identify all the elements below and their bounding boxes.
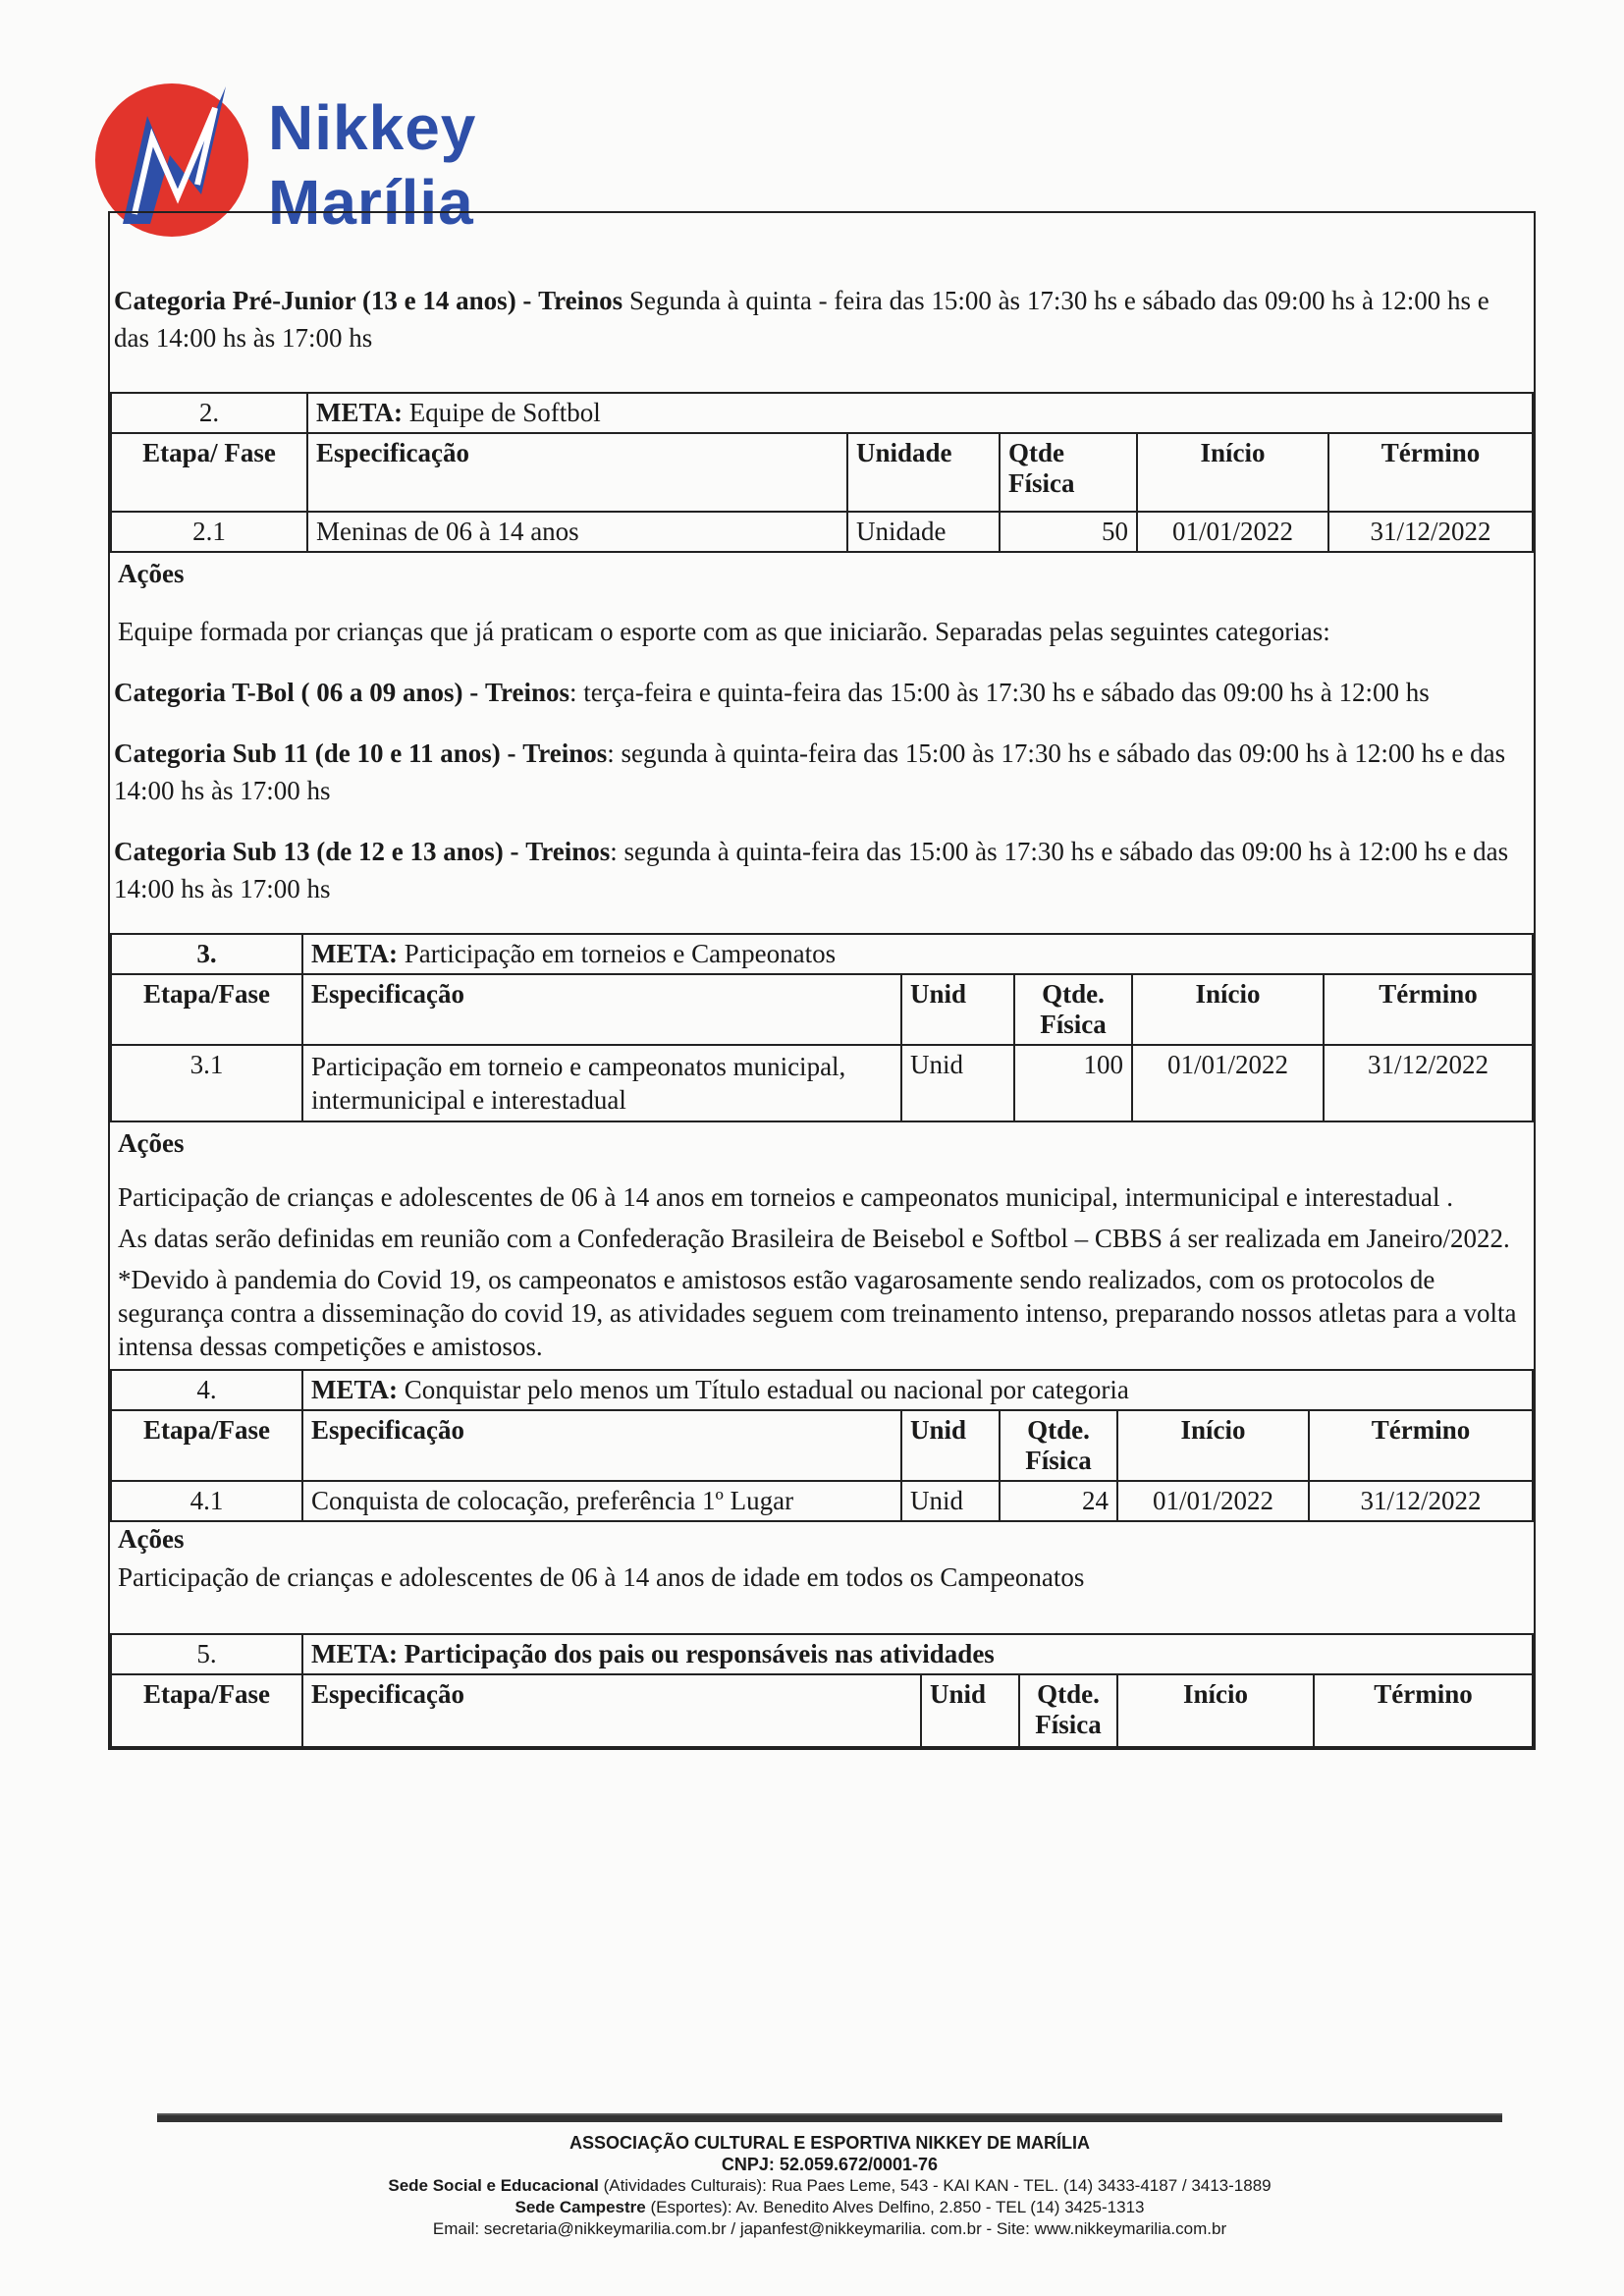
category-text: : segunda à quinta-feira das 15:00 às 17:30 hs e sábado das 09:00 hs à 12:00 hs e das 14:00 hs às 17:00 hs [114, 738, 1506, 805]
meta2-category-sub13 [110, 833, 1534, 907]
table-row [111, 1481, 1533, 1521]
category-text: : terça-feira e quinta-feira das 15:00 às 17:30 hs e sábado das 09:00 hs à 12:00 hs [569, 678, 1430, 707]
meta2-header-qtde: Qtde Física [1000, 433, 1137, 512]
meta2-number: 2. [111, 393, 307, 433]
intro-category-text: Segunda à quinta - feira das 15:00 às 17:30 hs e sábado das 09:00 hs à 12:00 hs e das 14:00 hs às 17:00 hs [114, 286, 1489, 353]
meta5-header-qtde: Qtde. Física [1019, 1674, 1117, 1747]
meta4-header-qtde: Qtde. Física [1000, 1410, 1117, 1481]
meta2-label: META: [316, 398, 403, 427]
meta2-row-termino: 31/12/2022 [1328, 512, 1533, 552]
document-frame [108, 211, 1536, 1750]
logo-line2: Marília [268, 167, 474, 238]
meta4-row-qtde: 24 [1000, 1481, 1117, 1521]
meta4-header-inicio: Início [1117, 1410, 1309, 1481]
intro-category-paragraph [110, 282, 1534, 356]
footer-sede-campestre-label: Sede Campestre [514, 2198, 646, 2216]
meta4-row-inicio: 01/01/2022 [1117, 1481, 1309, 1521]
meta2-header-etapa: Etapa/ Fase [111, 433, 307, 512]
category-treinos-label: Treinos [522, 738, 608, 768]
meta4-number: 4. [111, 1370, 302, 1410]
meta3-acoes-p1: Participação de crianças e adolescentes de 06 à 14 anos em torneios e campeonatos municipal, intermunicipal e interestadual . [118, 1182, 1453, 1212]
footer-sede-campestre-text: (Esportes): Av. Benedito Alves Delfino, 2.850 - TEL (14) 3425-1313 [645, 2198, 1145, 2216]
meta2-header-termino: Término [1328, 433, 1533, 512]
meta5-header-termino: Término [1314, 1674, 1533, 1747]
meta5-header-espec: Especificação [302, 1674, 921, 1747]
footer-sede-social [157, 2175, 1502, 2197]
meta5-header-unid: Unid [921, 1674, 1019, 1747]
meta4-row-etapa: 4.1 [111, 1481, 302, 1521]
table-row [111, 512, 1533, 552]
meta4-header-etapa: Etapa/Fase [111, 1410, 302, 1481]
letterhead-footer [157, 2113, 1502, 2240]
meta5-header-inicio: Início [1117, 1674, 1314, 1747]
meta3-label: META: [311, 939, 398, 968]
footer-rule [157, 2113, 1502, 2122]
meta3-row-termino: 31/12/2022 [1324, 1045, 1533, 1121]
meta3-acoes-p3: *Devido à pandemia do Covid 19, os campeonatos e amistosos estão vagarosamente sendo realizados, com os protocolos de segurança contra a disseminação do covid 19, as atividades seguem com treinamento intenso, preparando nossos atletas para a volta intensa dessas competições e amistosos. [118, 1265, 1517, 1361]
category-treinos-label: Treinos [525, 837, 611, 866]
category-title: Categoria Sub 11 (de 10 e 11 anos) - [114, 738, 516, 768]
meta3-title: Participação em torneios e Campeonatos [398, 939, 837, 968]
meta2-header-unid: Unidade [847, 433, 1000, 512]
meta2-row-espec: Meninas de 06 à 14 anos [307, 512, 847, 552]
meta2-table [110, 392, 1534, 553]
meta3-row-etapa: 3.1 [111, 1045, 302, 1121]
meta3-header-etapa: Etapa/Fase [111, 974, 302, 1045]
footer-sede-campestre [157, 2197, 1502, 2218]
category-title: Categoria Sub 13 (de 12 e 13 anos) - [114, 837, 519, 866]
meta5-header-etapa: Etapa/Fase [111, 1674, 302, 1747]
meta5-table [110, 1633, 1534, 1748]
meta2-category-tbol [110, 674, 1534, 711]
logo-line1: Nikkey [268, 92, 477, 163]
meta2-acoes-text: Equipe formada por crianças que já praticam o esporte com as que iniciarão. Separadas pelas seguintes categorias: [118, 617, 1330, 646]
meta2-title: Equipe de Softbol [403, 398, 601, 427]
meta2-category-sub11 [110, 735, 1534, 809]
meta3-header-termino: Término [1324, 974, 1533, 1045]
meta4-table [110, 1369, 1534, 1522]
meta3-header-unid: Unid [901, 974, 1014, 1045]
intro-treinos-label: Treinos [538, 286, 623, 315]
footer-sede-social-label: Sede Social e Educacional [388, 2176, 599, 2195]
meta3-row-qtde: 100 [1014, 1045, 1132, 1121]
meta3-acoes-p2: As datas serão definidas em reunião com a Confederação Brasileira de Beisebol e Softbol – CBBS á ser realizada em Janeiro/2022. [118, 1224, 1510, 1253]
meta4-row-termino: 31/12/2022 [1309, 1481, 1533, 1521]
meta4-label: META: [311, 1375, 398, 1404]
table-row [111, 1045, 1533, 1121]
category-treinos-label: Treinos [485, 678, 570, 707]
meta2-row-unid: Unidade [847, 512, 1000, 552]
category-title: Categoria T-Bol ( 06 a 09 anos) - [114, 678, 479, 707]
meta3-header-qtde: Qtde. Física [1014, 974, 1132, 1045]
meta4-acoes-heading: Ações [118, 1524, 185, 1554]
footer-contacts: Email: secretaria@nikkeymarilia.com.br / japanfest@nikkeymarilia. com.br - Site: www.nikkeymarilia.com.br [432, 2219, 1227, 2238]
meta2-acoes-heading: Ações [118, 559, 185, 588]
meta3-row-inicio: 01/01/2022 [1132, 1045, 1324, 1121]
meta3-header-inicio: Início [1132, 974, 1324, 1045]
meta2-header-espec: Especificação [307, 433, 847, 512]
meta4-acoes-text: Participação de crianças e adolescentes de 06 à 14 anos de idade em todos os Campeonatos [118, 1562, 1085, 1592]
meta2-row-inicio: 01/01/2022 [1137, 512, 1328, 552]
meta2-row-qtde: 50 [1000, 512, 1137, 552]
meta4-row-unid: Unid [901, 1481, 1000, 1521]
meta4-header-unid: Unid [901, 1410, 1000, 1481]
meta5-number: 5. [111, 1634, 302, 1674]
meta5-title: META: Participação dos pais ou responsáveis nas atividades [302, 1634, 1533, 1674]
meta2-header-inicio: Início [1137, 433, 1328, 512]
meta2-row-etapa: 2.1 [111, 512, 307, 552]
footer-sede-social-text: (Atividades Culturais): Rua Paes Leme, 543 - KAI KAN - TEL. (14) 3433-4187 / 3413-1889 [598, 2176, 1272, 2195]
footer-cnpj: CNPJ: 52.059.672/0001-76 [721, 2155, 939, 2174]
meta3-table [110, 933, 1534, 1122]
meta4-header-espec: Especificação [302, 1410, 901, 1481]
meta3-row-espec: Participação em torneio e campeonatos municipal, intermunicipal e interestadual [302, 1045, 901, 1121]
category-text: : segunda à quinta-feira das 15:00 às 17:30 hs e sábado das 09:00 hs à 12:00 hs e das 14:00 hs às 17:00 hs [114, 837, 1509, 903]
meta4-row-espec: Conquista de colocação, preferência 1º Lugar [302, 1481, 901, 1521]
meta3-number: 3. [111, 934, 302, 974]
meta3-acoes-heading: Ações [118, 1128, 185, 1158]
meta3-header-espec: Especificação [302, 974, 901, 1045]
meta4-header-termino: Término [1309, 1410, 1533, 1481]
meta4-title: Conquistar pelo menos um Título estadual ou nacional por categoria [398, 1375, 1129, 1404]
footer-org-name: ASSOCIAÇÃO CULTURAL E ESPORTIVA NIKKEY DE MARÍLIA [568, 2133, 1091, 2153]
meta3-row-unid: Unid [901, 1045, 1014, 1121]
intro-category-title: Categoria Pré-Junior (13 e 14 anos) - [114, 286, 532, 315]
